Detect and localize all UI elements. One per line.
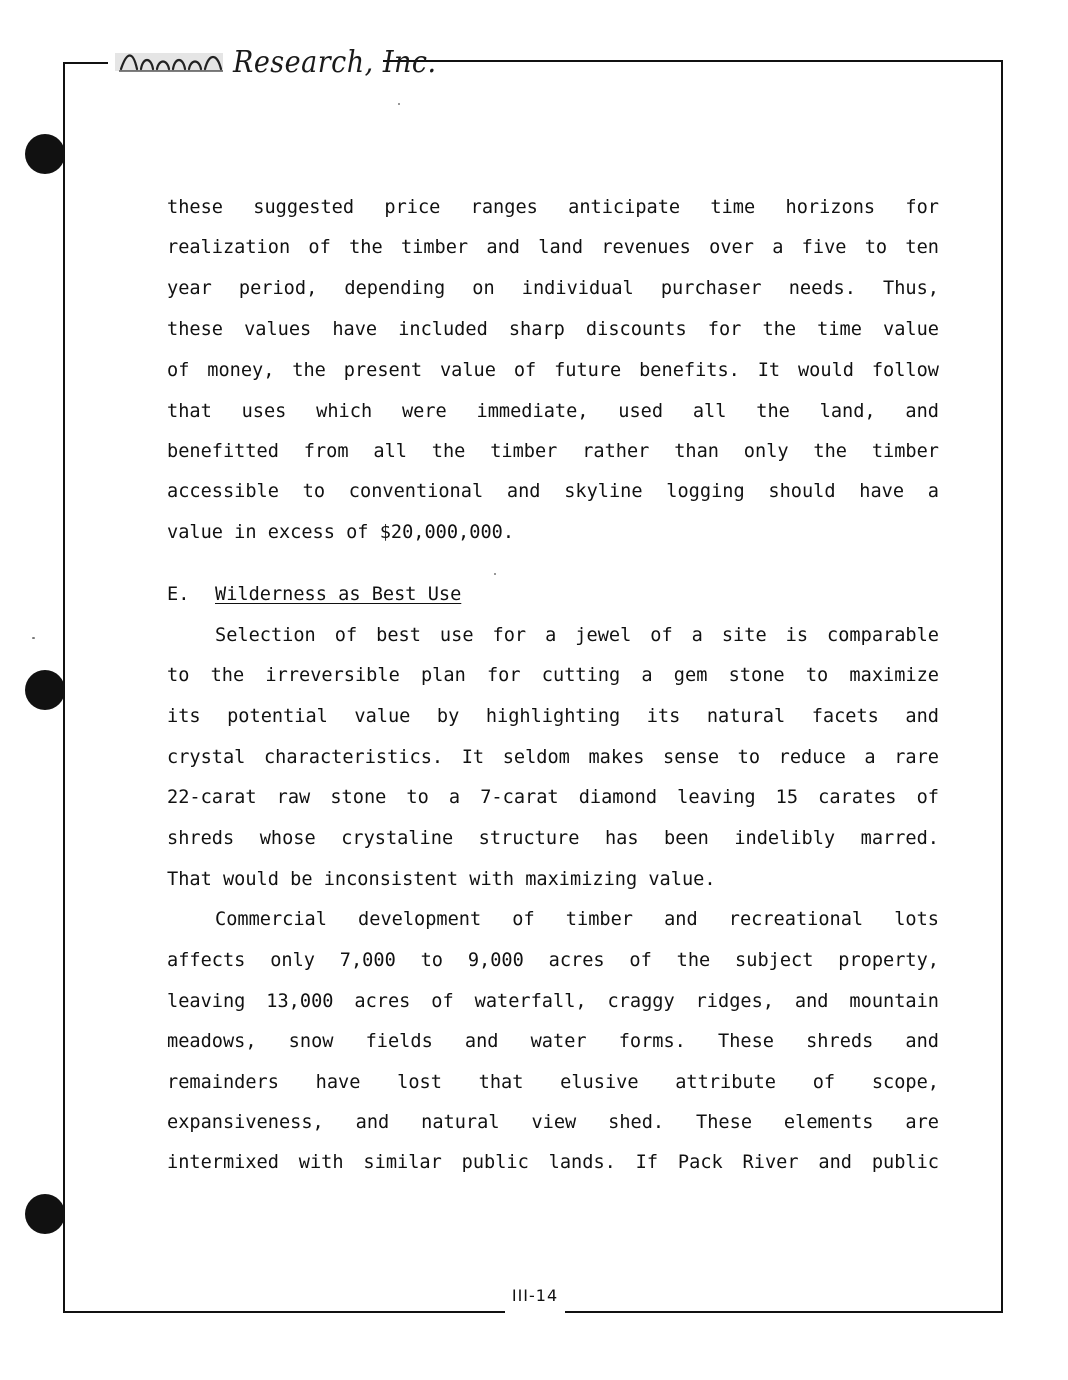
frame-border-top-left <box>63 62 108 64</box>
text-line: to the irreversible plan for cutting a gem stone to maximize <box>167 665 939 686</box>
text-line: meadows, snow fields and water forms. These shreds and <box>167 1031 939 1052</box>
binder-hole-bottom <box>25 1194 65 1234</box>
section-heading <box>167 583 461 607</box>
company-logo <box>113 40 437 84</box>
text-line: intermixed with similar public lands. If Pack River and public <box>167 1152 939 1173</box>
text-line: realization of the timber and land revenues over a five to ten <box>167 237 939 258</box>
section-title: Wilderness as Best Use <box>215 584 462 605</box>
text-line: value in excess of $20,000,000. <box>167 522 515 543</box>
text-line: expansiveness, and natural view shed. These elements are <box>167 1112 939 1133</box>
scan-speck <box>494 573 496 575</box>
text-line: Selection of best use for a jewel of a site is comparable <box>215 625 939 646</box>
text-line: these values have included sharp discounts for the time value <box>167 319 939 340</box>
text-line: accessible to conventional and skyline logging should have a <box>167 481 939 502</box>
text-line: year period, depending on individual purchaser needs. Thus, <box>167 278 939 299</box>
scan-speck <box>32 637 35 639</box>
text-line: Commercial development of timber and recreational lots <box>215 909 939 930</box>
company-name: Research, Inc. <box>233 44 437 80</box>
text-line: that uses which were immediate, used all the land, and <box>167 401 939 422</box>
text-line: That would be inconsistent with maximizing value. <box>167 869 716 890</box>
text-line: remainders have lost that elusive attribute of scope, <box>167 1072 939 1093</box>
frame-border-bottom-left <box>63 1311 505 1313</box>
text-line: crystal characteristics. It seldom makes sense to reduce a rare <box>167 747 939 768</box>
frame-border-bottom-right <box>565 1311 1003 1313</box>
text-line: 22-carat raw stone to a 7-carat diamond leaving 15 carates of <box>167 787 939 808</box>
text-line: benefitted from all the timber rather than only the timber <box>167 441 939 462</box>
frame-border-top-right <box>383 60 1003 62</box>
binder-hole-middle <box>25 670 65 710</box>
text-line: these suggested price ranges anticipate time horizons for <box>167 197 939 218</box>
text-line: shreds whose crystaline structure has been indelibly marred. <box>167 828 939 849</box>
logo-wordmark-graphic <box>113 47 227 77</box>
text-line: affects only 7,000 to 9,000 acres of the subject property, <box>167 950 939 971</box>
binder-hole-top <box>25 134 65 174</box>
scan-speck <box>398 103 400 105</box>
text-line: leaving 13,000 acres of waterfall, craggy ridges, and mountain <box>167 991 939 1012</box>
frame-border-right <box>1001 60 1003 1313</box>
text-line: its potential value by highlighting its natural facets and <box>167 706 939 727</box>
text-line: of money, the present value of future benefits. It would follow <box>167 360 939 381</box>
page-number: III-14 <box>511 1286 559 1305</box>
section-letter: E. <box>167 584 190 605</box>
